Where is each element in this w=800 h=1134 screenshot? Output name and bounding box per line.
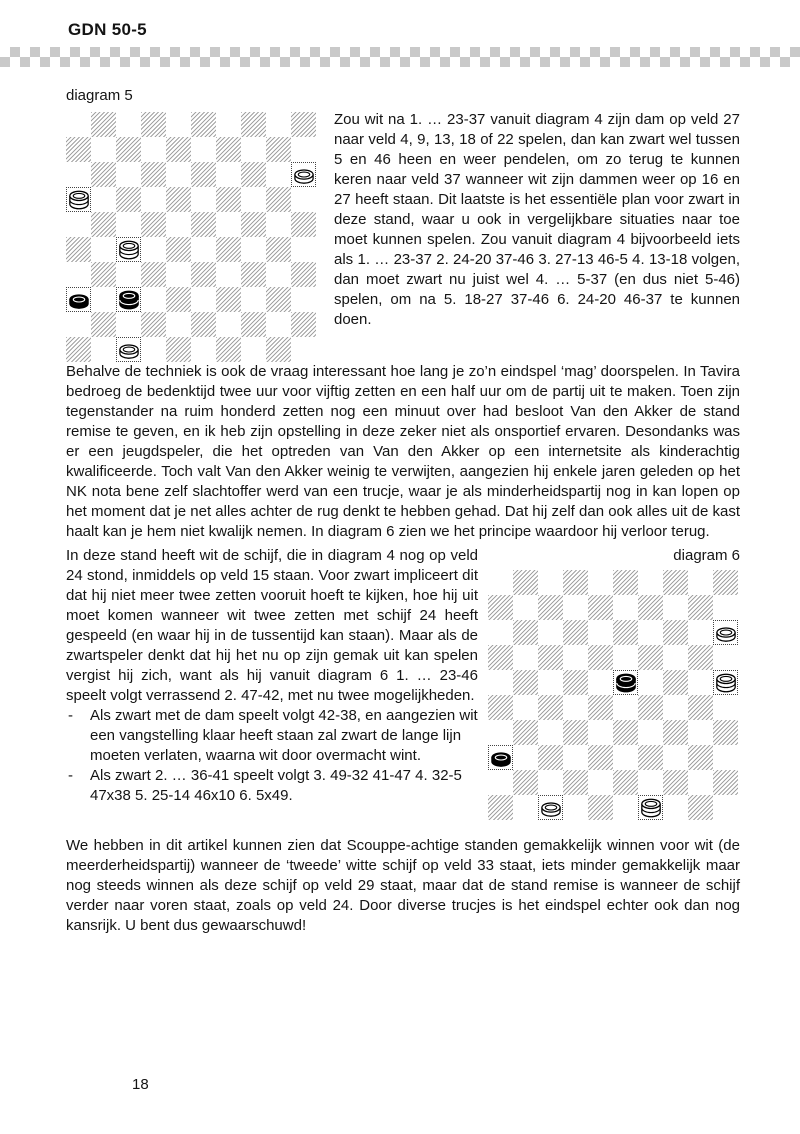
- white-king-piece: [715, 672, 737, 694]
- board-square: [688, 595, 713, 620]
- board-square: [166, 112, 191, 137]
- board-square: [141, 237, 166, 262]
- article-content: [66, 86, 740, 936]
- board-square: [66, 162, 91, 187]
- board-square: [116, 187, 141, 212]
- board-square: [638, 620, 663, 645]
- board-square: [116, 112, 141, 137]
- board-square: [291, 212, 316, 237]
- paragraph-diagram6-intro: In deze stand heeft wit de schijf, die in diagram 4 nog op veld 24 stond, inmiddels op veld 15 staan. Voor zwart impliceert dit dat hij niet meer twee zetten vooruit hoeft te kijken, hoe hij uit moet komen wanneer wit twee zetten met schijf 24 heeft gespeeld (en waar hij in de tussentijd kan staan). Maar als de zwartspeler denkt dat hij het nu op zijn gemak uit kan spelen vergist hij zich, want als hij vanuit diagram 6 1. … 23-46 speelt volgt verrassend 2. 47-42, met nu twee mogelijkheden.: [66, 547, 478, 704]
- white-king-piece: [118, 239, 140, 261]
- board-square: [241, 337, 266, 362]
- board-square: [166, 162, 191, 187]
- board-square: [291, 137, 316, 162]
- board-square: [266, 237, 291, 262]
- board-square: [688, 570, 713, 595]
- board-square: [488, 570, 513, 595]
- board-square: [66, 187, 91, 212]
- board-square: [613, 620, 638, 645]
- paragraph-conclusion: We hebben in dit artikel kunnen zien dat Scouppe-achtige standen gemakkelijk winnen voor wit (de meerderheidspartij) wanneer de ‘tweede’ witte schijf op veld 33 staat, iets minder gemakkelijk maar nog steeds winnen als deze schijf op veld 29 staat, maar dat de stand remise is wanneer de schijf verder naar voren staat, zoals op veld 24. Door diverse trucjes is het eindspel echter ook dan nog kansrijk. U bent dus gewaarschuwd!: [66, 837, 740, 934]
- board-square: [66, 337, 91, 362]
- board-square: [688, 645, 713, 670]
- board-square: [241, 287, 266, 312]
- board-square: [91, 262, 116, 287]
- diagram-5-label: diagram 5: [66, 87, 133, 104]
- board-square: [141, 287, 166, 312]
- white-man-piece: [118, 340, 140, 360]
- board-square: [191, 337, 216, 362]
- board-square: [166, 262, 191, 287]
- board-square: [116, 312, 141, 337]
- board-square: [166, 212, 191, 237]
- board-square: [266, 262, 291, 287]
- white-man-piece: [715, 623, 737, 643]
- board-square: [488, 670, 513, 695]
- board-square: [563, 670, 588, 695]
- bullet-dash-1: -: [68, 707, 73, 724]
- board-square: [588, 645, 613, 670]
- board-square: [266, 337, 291, 362]
- board-square: [588, 595, 613, 620]
- board-square: [216, 137, 241, 162]
- board-square: [141, 112, 166, 137]
- board-square: [241, 112, 266, 137]
- diagram-5-figure: [66, 86, 318, 362]
- board-square: [266, 187, 291, 212]
- board-square: [563, 595, 588, 620]
- board-square: [266, 212, 291, 237]
- board-square: [513, 670, 538, 695]
- board-square: [66, 212, 91, 237]
- board-square: [91, 312, 116, 337]
- board-square: [713, 670, 738, 695]
- board-square: [513, 570, 538, 595]
- board-square: [66, 137, 91, 162]
- board-square: [663, 645, 688, 670]
- page-header-title: GDN 50-5: [68, 20, 147, 39]
- board-square: [216, 212, 241, 237]
- board-square: [713, 570, 738, 595]
- board-square: [538, 620, 563, 645]
- board-square: [116, 337, 141, 362]
- board-square: [91, 237, 116, 262]
- board-square: [166, 237, 191, 262]
- board-square: [66, 112, 91, 137]
- board-square: [191, 187, 216, 212]
- board-square: [241, 262, 266, 287]
- board-square: [588, 670, 613, 695]
- board-square: [613, 595, 638, 620]
- bullet-1-text: Als zwart met de dam speelt volgt 42-38, en aangezien wit een vangstelling klaar heeft staan zal zwart de lange lijn moeten verlaten, waarna wit door overmacht wint.: [90, 707, 478, 764]
- board-square: [141, 212, 166, 237]
- board-square: [216, 162, 241, 187]
- board-square: [713, 595, 738, 620]
- board-square: [216, 187, 241, 212]
- board-square: [563, 570, 588, 595]
- board-square: [241, 237, 266, 262]
- board-square: [191, 137, 216, 162]
- board-square: [241, 187, 266, 212]
- board-square: [191, 112, 216, 137]
- board-square: [588, 570, 613, 595]
- board-square: [191, 262, 216, 287]
- board-square: [663, 570, 688, 595]
- board-square: [291, 262, 316, 287]
- board-square: [141, 262, 166, 287]
- board-square: [66, 262, 91, 287]
- board-square: [141, 337, 166, 362]
- board-square: [663, 595, 688, 620]
- board-square: [166, 137, 191, 162]
- board-square: [216, 112, 241, 137]
- board-square: [191, 212, 216, 237]
- board-square: [513, 595, 538, 620]
- board-square: [538, 670, 563, 695]
- board-square: [588, 620, 613, 645]
- board-square: [291, 162, 316, 187]
- diagram-6-section: [66, 546, 740, 820]
- board-square: [91, 162, 116, 187]
- board-square: [241, 162, 266, 187]
- board-square: [141, 162, 166, 187]
- board-square: [66, 287, 91, 312]
- board-square: [116, 287, 141, 312]
- board-square: [513, 620, 538, 645]
- board-square: [613, 670, 638, 695]
- board-square: [166, 312, 191, 337]
- board-square: [266, 287, 291, 312]
- board-square: [91, 112, 116, 137]
- board-square: [116, 212, 141, 237]
- board-square: [216, 312, 241, 337]
- board-square: [266, 312, 291, 337]
- board-square: [488, 620, 513, 645]
- board-square: [216, 262, 241, 287]
- board-square: [116, 262, 141, 287]
- board-square: [613, 645, 638, 670]
- board-square: [166, 187, 191, 212]
- bullet-dash-2: -: [68, 767, 73, 784]
- board-square: [291, 112, 316, 137]
- board-square: [638, 570, 663, 595]
- bullet-item-1: [66, 706, 740, 766]
- board-square: [191, 162, 216, 187]
- board-square: [563, 620, 588, 645]
- board-square: [241, 212, 266, 237]
- board-square: [488, 645, 513, 670]
- board-square: [216, 237, 241, 262]
- board-square: [191, 312, 216, 337]
- board-square: [291, 287, 316, 312]
- board-square: [538, 570, 563, 595]
- board-square: [166, 337, 191, 362]
- board-square: [663, 670, 688, 695]
- board-square: [216, 337, 241, 362]
- board-square: [688, 620, 713, 645]
- decorative-checker-strip: [0, 47, 800, 67]
- board-square: [291, 337, 316, 362]
- board-square: [488, 595, 513, 620]
- board-square: [191, 237, 216, 262]
- board-square: [513, 645, 538, 670]
- paragraph-endgame-plan: Zou wit na 1. … 23-37 vanuit diagram 4 zijn dam op veld 27 naar veld 4, 9, 13, 18 of 22 spelen, dan kan zwart wel tussen 5 en 46 heen en weer pendelen, om zo terug te kunnen keren naar veld 37 wanneer wit zijn dammen weer op 16 en 27 heeft staan. Dit laatste is het essentiële plan voor zwart in deze stand, waar u ook in vergelijkbare situaties naar toe moet kunnen spelen. Zou vanuit diagram 4 bijvoorbeeld iets als 1. … 23-37 2. 24-20 37-46 3. 27-13 46-5 4. 13-18 volgen, dan moet zwart nu juist wel 4. … 5-37 (en dus niet 5-46) spelen, om na 5. 18-27 37-46 6. 24-20 46-37 te kunnen doen.: [334, 111, 740, 328]
- bullet-2-text: Als zwart 2. … 36-41 speelt volgt 3. 49-32 41-47 4. 32-5 47x38 5. 25-14 46x10 6. 5x49.: [90, 767, 462, 804]
- board-square: [291, 187, 316, 212]
- board-square: [141, 137, 166, 162]
- board-square: [91, 187, 116, 212]
- paragraph-tavira-story: Behalve de techniek is ook de vraag interessant hoe lang je zo’n eindspel ‘mag’ doorspelen. In Tavira bedroeg de bedenktijd twee uur voor vijftig zetten en een half uur om de partij uit te maken. Toen zijn tegenstander na ruim honderd zetten nog een minuut over had besloot Van den Akker de stand remise te geven, en ik heb zijn opstelling in deze zeker niet als onsportief ervaren. Desondanks was er een jeugdspeler, die het optreden van Van den Akker op een internetsite als kinderachtig kwalificeerde. Toch valt Van den Akker weinig te verwijten, aangezien hij enkele jaren geleden op het NK nota bene zelf slachtoffer werd van een trucje, waar je als minderheidspartij nog in kan lopen op het moment dat je net alles achter de rug denkt te hebben gehad. Dat hij zelf dan ook alles uit de kast haalt kan je hem niet kwalijk nemen. In diagram 6 zien we het principe waardoor hij verloor terug.: [66, 363, 740, 540]
- board-square: [638, 595, 663, 620]
- black-man-piece: [68, 290, 90, 310]
- white-man-piece: [293, 165, 315, 185]
- board-square: [166, 287, 191, 312]
- board-square: [241, 312, 266, 337]
- board-square: [713, 620, 738, 645]
- board-square: [638, 645, 663, 670]
- board-square: [241, 137, 266, 162]
- board-square: [266, 112, 291, 137]
- board-square: [91, 337, 116, 362]
- board-square: [266, 137, 291, 162]
- board-square: [563, 645, 588, 670]
- diagram-6-label: diagram 6: [673, 547, 740, 564]
- board-square: [116, 162, 141, 187]
- board-square: [638, 670, 663, 695]
- black-king-piece: [118, 289, 140, 311]
- board-square: [91, 287, 116, 312]
- board-square: [266, 162, 291, 187]
- bullet-item-2: [66, 766, 740, 806]
- board-square: [191, 287, 216, 312]
- board-square: [291, 312, 316, 337]
- white-king-piece: [68, 189, 90, 211]
- board-square: [538, 645, 563, 670]
- board-square: [91, 137, 116, 162]
- black-king-piece: [615, 672, 637, 694]
- board-square: [613, 570, 638, 595]
- board-square: [66, 312, 91, 337]
- board-square: [538, 595, 563, 620]
- board-square: [116, 237, 141, 262]
- board-square: [116, 137, 141, 162]
- board-square: [291, 237, 316, 262]
- board-square: [688, 670, 713, 695]
- board-square: [663, 620, 688, 645]
- board-square: [216, 287, 241, 312]
- board-square: [66, 237, 91, 262]
- board-square: [713, 645, 738, 670]
- page-number: 18: [132, 1076, 149, 1093]
- board-square: [91, 212, 116, 237]
- diagram-5-board: [66, 112, 316, 362]
- board-square: [141, 187, 166, 212]
- board-square: [141, 312, 166, 337]
